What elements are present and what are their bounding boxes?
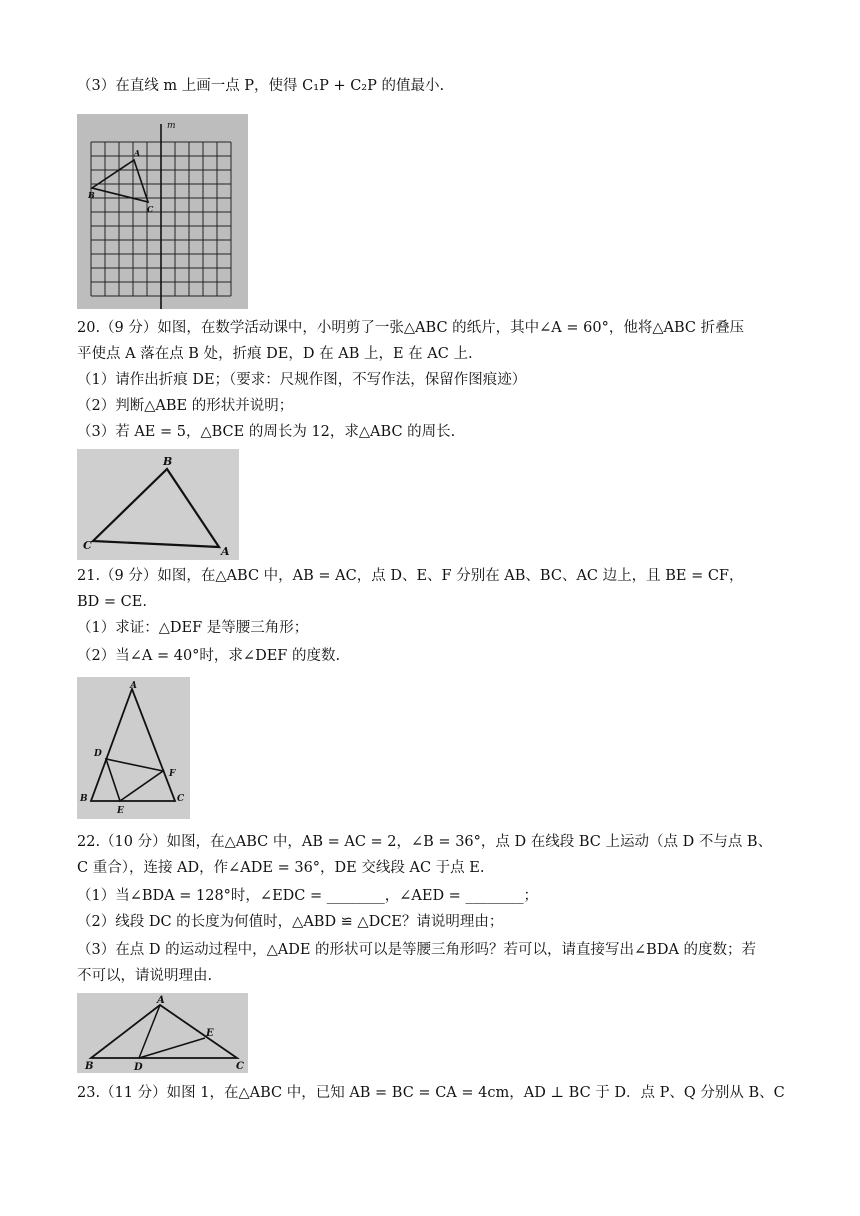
label-a: A bbox=[134, 148, 141, 158]
figure-20-triangle bbox=[77, 449, 239, 560]
q19-part3: （3）在直线 m 上画一点 P，使得 C₁P + C₂P 的值最小. bbox=[77, 78, 445, 94]
label-c: C bbox=[83, 539, 92, 552]
q20-stem-2: 平使点 A 落在点 B 处，折痕 DE，D 在 AB 上，E 在 AC 上. bbox=[77, 346, 473, 362]
q21-stem-1: 21.（9 分）如图，在△ABC 中，AB = AC，点 D、E、F 分别在 AB、BC、AC 边上，且 BE = CF， bbox=[77, 568, 744, 584]
label-c: C bbox=[147, 204, 154, 214]
q22-part3-2: 不可以，请说明理由. bbox=[77, 968, 213, 984]
figure-21-triangle bbox=[77, 677, 190, 819]
label-e: E bbox=[117, 806, 124, 816]
label-b: B bbox=[163, 455, 173, 468]
label-a: A bbox=[221, 545, 230, 558]
q22-part1: （1）当∠BDA = 128°时，∠EDC = ________，∠AED = ________； bbox=[77, 888, 538, 904]
label-f: F bbox=[169, 769, 176, 779]
label-d: D bbox=[134, 1062, 143, 1073]
label-a: A bbox=[130, 681, 137, 691]
label-b: B bbox=[80, 794, 88, 804]
q22-part2: （2）线段 DC 的长度为何值时，△ABD ≌ △DCE？请说明理由； bbox=[77, 914, 504, 930]
label-d: D bbox=[94, 749, 102, 759]
label-b: B bbox=[88, 190, 95, 200]
q20-stem-1: 20.（9 分）如图，在数学活动课中，小明剪了一张△ABC 的纸片，其中∠A = 60°，他将△ABC 折叠压 bbox=[77, 320, 745, 336]
q21-stem-2: BD = CE. bbox=[77, 594, 147, 610]
label-a: A bbox=[157, 995, 165, 1006]
label-m: m bbox=[167, 121, 176, 131]
figure-22-triangle bbox=[77, 993, 248, 1073]
q20-part3: （3）若 AE = 5，△BCE 的周长为 12，求△ABC 的周长. bbox=[77, 424, 456, 440]
q21-part2: （2）当∠A = 40°时，求∠DEF 的度数. bbox=[77, 648, 341, 664]
label-c: C bbox=[236, 1061, 244, 1072]
figure-19-grid bbox=[77, 114, 248, 309]
q20-part1: （1）请作出折痕 DE；（要求：尺规作图，不写作法，保留作图痕迹） bbox=[77, 372, 527, 388]
q20-part2: （2）判断△ABE 的形状并说明； bbox=[77, 398, 294, 414]
q22-stem-1: 22.（10 分）如图，在△ABC 中，AB = AC = 2，∠B = 36°，点 D 在线段 BC 上运动（点 D 不与点 B、 bbox=[77, 834, 773, 850]
label-b: B bbox=[85, 1061, 94, 1072]
q22-part3-1: （3）在点 D 的运动过程中，△ADE 的形状可以是等腰三角形吗？若可以，请直接写出∠BDA 的度数；若 bbox=[77, 942, 757, 958]
q22-stem-2: C 重合），连接 AD，作∠ADE = 36°，DE 交线段 AC 于点 E. bbox=[77, 860, 485, 876]
q21-part1: （1）求证：△DEF 是等腰三角形； bbox=[77, 620, 309, 636]
label-c: C bbox=[177, 794, 185, 804]
q23-stem-1: 23.（11 分）如图 1，在△ABC 中，已知 AB = BC = CA = 4cm，AD ⊥ BC 于 D．点 P、Q 分别从 B、C bbox=[77, 1085, 785, 1101]
label-e: E bbox=[206, 1028, 214, 1039]
